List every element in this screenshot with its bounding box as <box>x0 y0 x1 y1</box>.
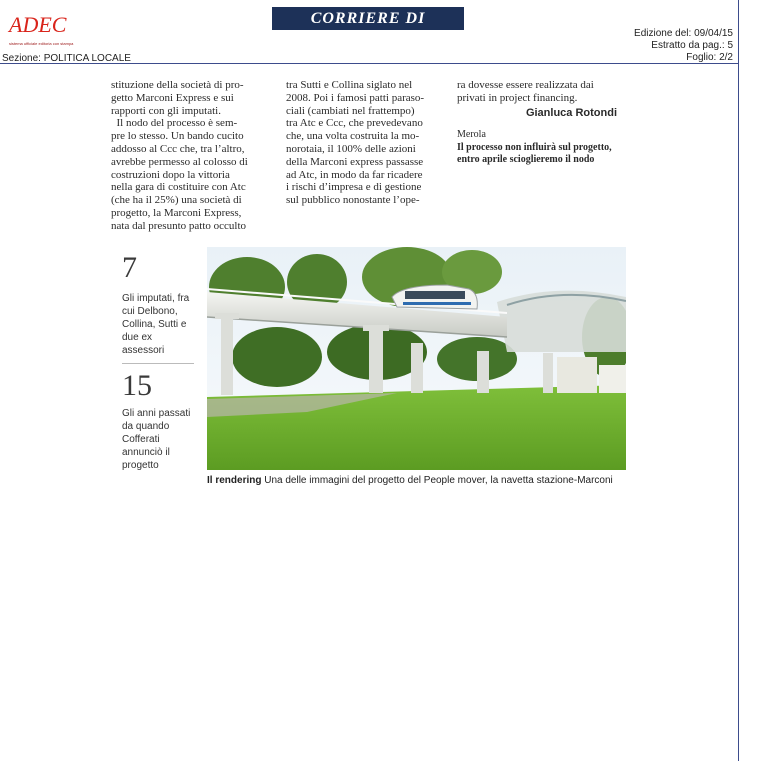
text-line: avrebbe permesso al colosso di <box>111 155 248 168</box>
stat-line: Cofferati <box>122 434 160 445</box>
article-column-2 <box>286 79 444 207</box>
extract-page: Estratto da pag.: 5 <box>651 40 733 51</box>
text-line: pre lo stesso. Un bando cucito <box>111 130 244 143</box>
text-line: ra dovesse essere realizzata dai <box>457 79 594 91</box>
author-byline: Gianluca Rotondi <box>525 106 617 119</box>
stat-line: cui Delbono, <box>122 306 178 317</box>
caption-text: Una delle immagini del progetto del People mover, la navetta stazione-Marconi <box>261 475 613 486</box>
text-line: progetto, la Marconi Express, <box>111 206 242 219</box>
text-line: ciali (cambiati nel frattempo) <box>286 104 415 117</box>
stat-description-years <box>122 407 202 472</box>
photo-caption <box>207 475 613 486</box>
text-line: privati in project financing. <box>457 91 578 104</box>
caption-label: Il rendering <box>207 475 262 486</box>
edition-date: Edizione del: 09/04/15 <box>634 28 733 39</box>
stat-number-years: 15 <box>122 369 152 402</box>
stat-line: annunciò il <box>122 447 170 458</box>
masthead: CORRIERE DI BOLOGNA <box>272 7 464 30</box>
text-line: nella gara di costituire con Atc <box>111 181 246 194</box>
text-line: che, una volta costruita la mo- <box>286 130 420 143</box>
article-column-1 <box>111 79 273 233</box>
text-line: nata dal presunto patto occulto <box>111 219 247 232</box>
adec-logo <box>7 12 77 46</box>
text-line: (che ha il 25%) una società di <box>111 194 242 207</box>
text-line: getto Marconi Express e sui <box>111 91 234 104</box>
merola-quote-line: entro aprile scioglieremo il nodo <box>457 153 595 165</box>
stat-line: due ex <box>122 332 153 343</box>
stat-line: assessori <box>122 345 165 356</box>
text-line: tra Sutti e Collina siglato nel <box>286 79 413 91</box>
merola-heading: Merola <box>457 129 486 141</box>
stat-divider <box>122 363 194 364</box>
text-line: norotaia, il 100% delle azioni <box>286 142 416 155</box>
stat-line: Collina, Sutti e <box>122 319 187 330</box>
text-line: rapporti con gli imputati. <box>111 104 221 117</box>
text-line: i rischi d’impresa e di gestione <box>286 181 422 194</box>
text-line: della Marconi express passasse <box>286 155 424 168</box>
text-line: addosso al Ccc che, tra l’altro, <box>111 142 245 155</box>
text-line: stituzione della società di pro- <box>111 79 244 91</box>
text-line: ad Atc, in modo da far ricadere <box>286 168 423 181</box>
stat-number-defendants: 7 <box>122 251 137 284</box>
text-line: tra Atc e Ccc, che prevedevano <box>286 117 423 130</box>
text-line: costruzioni dopo la vittoria <box>111 168 230 181</box>
logo-tagline: sistema ufficiale editoria con stampa <box>9 41 74 46</box>
sheet-number: Foglio: 2/2 <box>686 52 733 63</box>
article-column-3 <box>457 79 627 165</box>
stat-line: progetto <box>122 460 159 471</box>
section-label: Sezione: POLITICA LOCALE <box>2 53 131 64</box>
stat-line: Gli anni passati <box>122 408 191 419</box>
stat-line: da quando <box>122 421 170 432</box>
text-line: sul pubblico nonostante l’ope- <box>286 194 420 207</box>
page-frame-right <box>738 0 739 761</box>
stat-line: Gli imputati, fra <box>122 293 190 304</box>
people-mover-rendering <box>207 247 626 470</box>
logo-text: ADEC <box>9 12 67 37</box>
text-line: Il nodo del processo è sem- <box>111 117 238 130</box>
text-line: 2008. Poi i famosi patti paraso- <box>286 91 425 104</box>
stat-description-defendants <box>122 292 202 357</box>
merola-quote-line: Il processo non influirà sul progetto, <box>457 142 612 154</box>
